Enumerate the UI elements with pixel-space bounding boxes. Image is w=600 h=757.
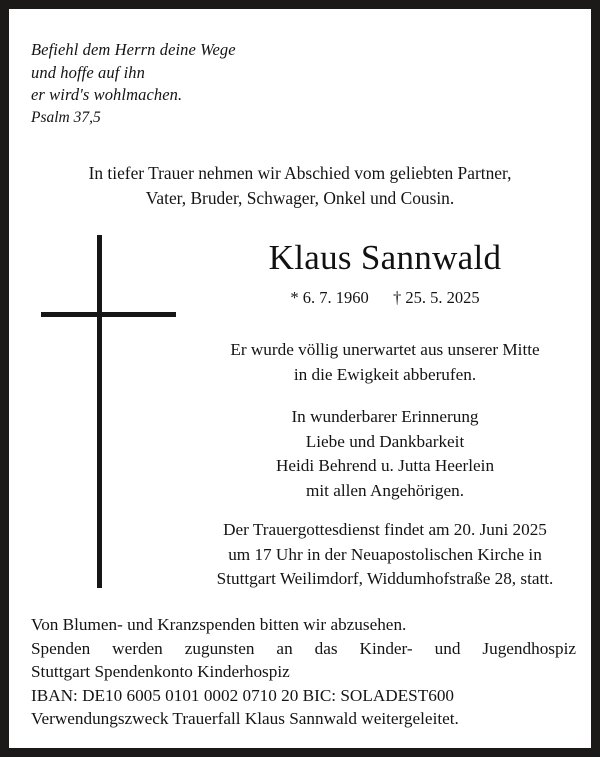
intro-line-1: In tiefer Trauer nehmen wir Abschied vom geliebten Partner, [88, 163, 512, 183]
deceased-name: Klaus Sannwald [268, 238, 502, 277]
notice-card [9, 9, 591, 748]
cross-horizontal-beam [41, 312, 176, 317]
donation-iban-bic: IBAN: DE10 6005 0101 0002 0710 20 BIC: SOLADEST600 [31, 685, 455, 705]
donation-line-1: Von Blumen- und Kranzspenden bitten wir abzusehen. [31, 615, 407, 634]
life-dates [179, 287, 591, 309]
intro-line-2: Vater, Bruder, Schwager, Onkel und Cousin. [145, 188, 455, 208]
donation-line-2: Spenden werden zugunsten an das Kinder- und Jugendhospiz [31, 638, 576, 658]
funeral-service-paragraph [179, 518, 591, 592]
donation-reference: Verwendungszweck Trauerfall Klaus Sannwald weitergeleitet. [31, 709, 459, 728]
latin-cross-icon [32, 235, 182, 590]
service-line-3: Stuttgart Weilimdorf, Widdumhofstraße 28, statt. [216, 569, 554, 588]
service-line-1: Der Trauergottesdienst findet am 20. Juni 2025 [223, 520, 547, 539]
verse-line-1: Befiehl dem Herrn deine Wege [31, 40, 236, 59]
mourning-intro [9, 161, 591, 211]
memory-paragraph [179, 405, 591, 503]
death-symbol: † [393, 288, 402, 307]
called-away-paragraph [179, 338, 591, 387]
called-away-line-2: in die Ewigkeit abberufen. [293, 364, 477, 384]
verse-line-3: er wird's wohlmachen. [31, 85, 183, 104]
service-line-2: um 17 Uhr in der Neuapostolischen Kirche in [228, 544, 542, 564]
memory-line-2: Liebe und Dankbarkeit [305, 431, 465, 451]
verse-line-2: und hoffe auf ihn [31, 62, 145, 82]
memory-line-1: In wunderbarer Erinnerung [291, 407, 479, 426]
scripture-verse [31, 39, 361, 129]
birth-symbol: * [290, 288, 299, 307]
memory-line-4: mit allen Angehörigen. [306, 480, 464, 500]
bereaved-names: Heidi Behrend u. Jutta Heerlein [275, 456, 495, 475]
cross-vertical-beam [97, 235, 102, 588]
donation-block [31, 613, 576, 731]
donation-account-name: Stuttgart Spendenkonto Kinderhospiz [31, 662, 290, 681]
verse-reference: Psalm 37,5 [31, 108, 101, 126]
birth-date: 6. 7. 1960 [302, 288, 369, 307]
called-away-line-1: Er wurde völlig unerwartet aus unserer Mitte [230, 340, 540, 359]
death-date: 25. 5. 2025 [405, 288, 480, 307]
